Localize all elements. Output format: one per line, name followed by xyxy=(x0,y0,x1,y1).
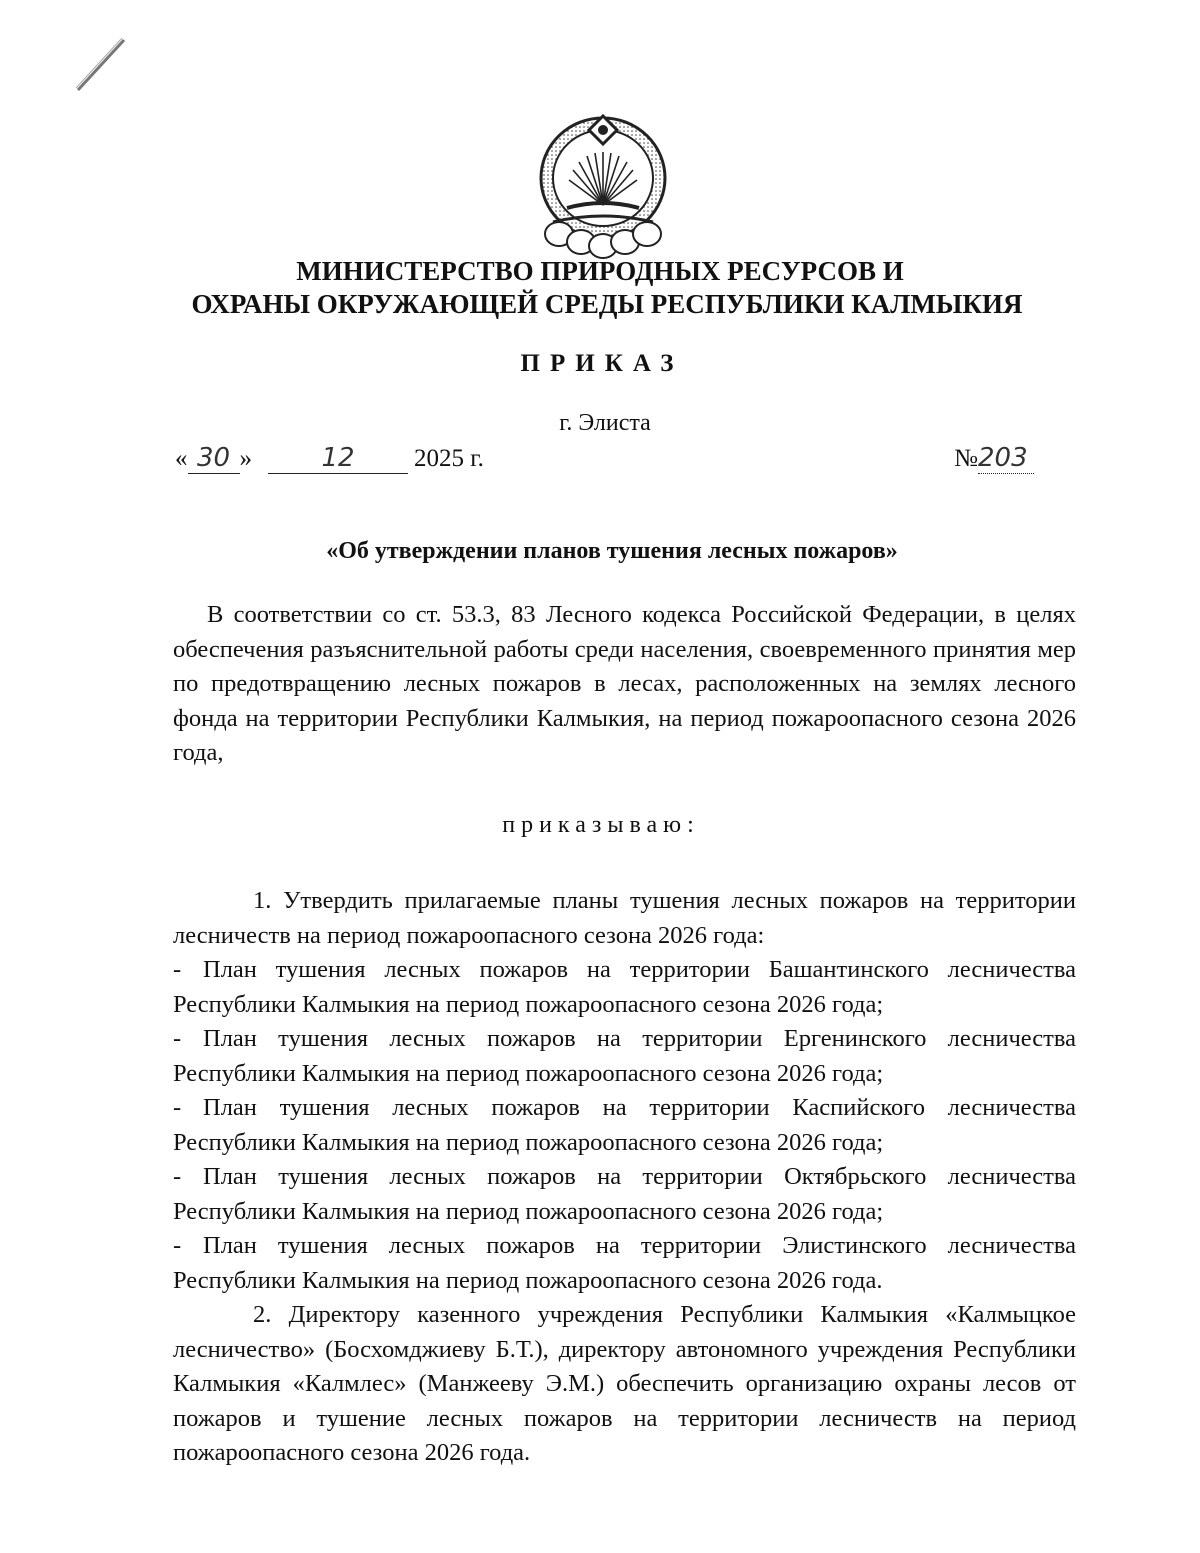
date-year: 2025 г. xyxy=(414,445,484,472)
order-number-handwritten: 203 xyxy=(978,443,1034,474)
order-items xyxy=(173,884,1076,1471)
plan-list-item xyxy=(173,1091,1076,1160)
order-title: ПРИКАЗ xyxy=(520,350,684,377)
city-line: г. Элиста xyxy=(559,410,651,436)
plan-list-item xyxy=(173,1229,1076,1298)
republic-emblem-icon xyxy=(523,110,683,260)
plan-text-oktyabrsky: План тушения лесных пожаров на территории Октябрьского лесничества Республики Калмыкия на период пожароопасного сезона 2026 года; xyxy=(173,1163,1076,1225)
date-month-handwritten: 12 xyxy=(268,443,408,474)
preamble-paragraph: В соответствии со ст. 53.3, 83 Лесного кодекса Российской Федерации, в целях обеспечения разъяснительной работы среди населения, своевременного принятия мер по предотвращению лесных пожаров в лесах, расположенных на землях лесного фонда на территории Республики Калмыкия, на период пожароопасного сезона 2026 года, xyxy=(173,601,1076,766)
date-day-handwritten: 30 xyxy=(188,443,240,474)
plan-text-caspian: План тушения лесных пожаров на территории Каспийского лесничества Республики Калмыкия на период пожароопасного сезона 2026 года; xyxy=(173,1094,1076,1156)
plan-bullet: - xyxy=(173,1163,182,1190)
ministry-name-line-1: МИНИСТЕРСТВО ПРИРОДНЫХ РЕСУРСОВ И xyxy=(296,256,904,286)
date-close-quote: » xyxy=(239,445,252,472)
number-label: № xyxy=(954,445,978,472)
item-2-paragraph: 2. Директору казенного учреждения Республики Калмыкия «Калмыцкое лесничество» (Босхомджиеву Б.Т.), директору автономного учреждения Республики Калмыкия «Калмлес» (Манжееву Э.М.) обеспечить организацию охраны лесов от пожаров и тушение лесных пожаров на территории лесничеств на период пожароопасного сезона 2026 года. xyxy=(173,1301,1076,1466)
order-date xyxy=(175,443,484,474)
plan-bullet: - xyxy=(173,1094,182,1121)
decree-word: приказываю: xyxy=(502,812,700,838)
date-open-quote: « xyxy=(175,445,188,472)
pen-stroke-mark xyxy=(72,34,132,96)
plan-text-ergeni: План тушения лесных пожаров на территории Ергенинского лесничества Республики Калмыкия на период пожароопасного сезона 2026 года; xyxy=(173,1025,1076,1087)
plan-bullet: - xyxy=(173,1232,182,1259)
plan-text-elista: План тушения лесных пожаров на территории Элистинского лесничества Республики Калмыкия на период пожароопасного сезона 2026 года. xyxy=(173,1232,1076,1294)
item-1-paragraph: 1. Утвердить прилагаемые планы тушения лесных пожаров на территории лесничеств на период пожароопасного сезона 2026 года: xyxy=(173,887,1076,949)
plan-list-item xyxy=(173,953,1076,1022)
plan-text-bashanta: План тушения лесных пожаров на территории Башантинского лесничества Республики Калмыкия на период пожароопасного сезона 2026 года; xyxy=(173,956,1076,1018)
order-number xyxy=(954,443,1034,474)
order-subject: «Об утверждении планов тушения лесных пожаров» xyxy=(326,538,898,564)
plan-list-item xyxy=(173,1022,1076,1091)
ministry-name-line-2: ОХРАНЫ ОКРУЖАЮЩЕЙ СРЕДЫ РЕСПУБЛИКИ КАЛМЫКИЯ xyxy=(191,289,1023,319)
plan-bullet: - xyxy=(173,1025,182,1052)
plan-bullet: - xyxy=(173,956,182,983)
plan-list-item xyxy=(173,1160,1076,1229)
